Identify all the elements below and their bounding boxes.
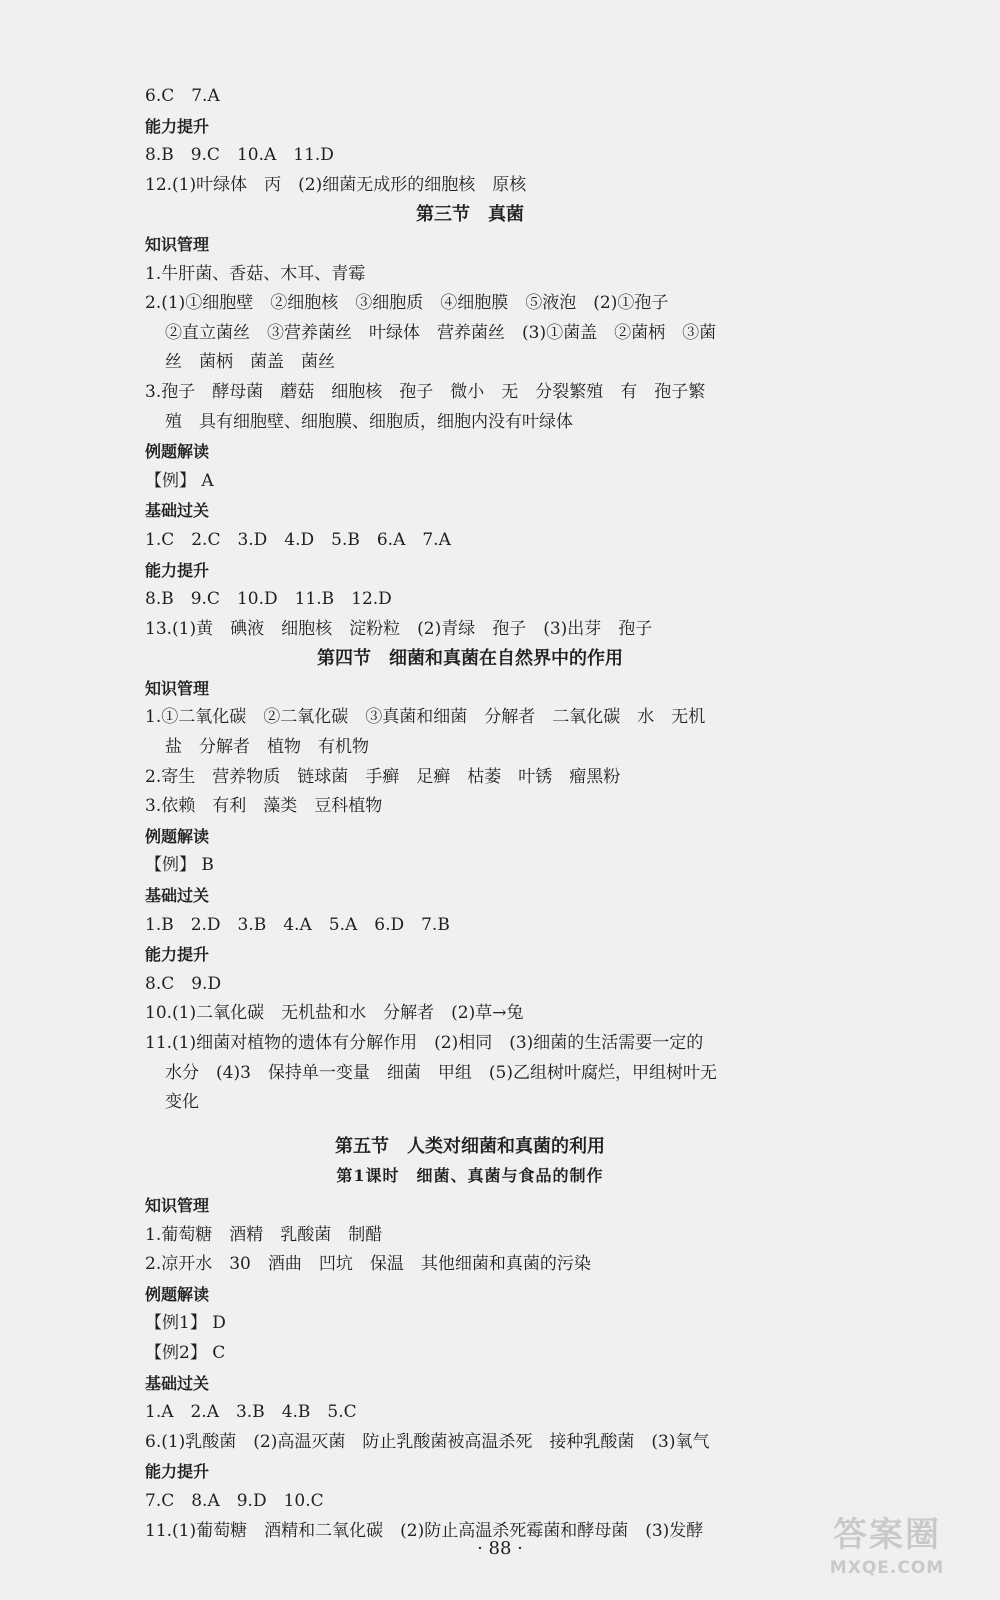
- spacer: [145, 1118, 795, 1132]
- answer-line: 1.葡萄糖 酒精 乳酸菌 制醋: [145, 1224, 383, 1245]
- answer-line: 3.依赖 有利 藻类 豆科植物: [145, 796, 383, 817]
- answer-line-continued: ②直立菌丝 ③营养菌丝 叶绿体 营养菌丝 (3)①菌盖 ②菌柄 ③菌: [165, 322, 717, 343]
- answer-line: 13.(1)黄 碘液 细胞核 淀粉粒 (2)青绿 孢子 (3)出芽 孢子: [145, 618, 653, 639]
- answer-line: 1.B 2.D 3.B 4.A 5.A 6.D 7.B: [145, 914, 450, 935]
- page-number: · 88 ·: [477, 1538, 523, 1559]
- section-heading: 例题解读: [145, 442, 210, 462]
- section-heading: 例题解读: [145, 826, 210, 846]
- answer-line: 2.(1)①细胞壁 ②细胞核 ③细胞质 ④细胞膜 ⑤液泡 (2)①孢子: [145, 293, 669, 314]
- answer-line: 7.C 8.A 9.D 10.C: [145, 1490, 324, 1511]
- answer-line: 2.凉开水 30 酒曲 凹坑 保温 其他细菌和真菌的污染: [145, 1254, 591, 1275]
- answer-line: 【例1】 D: [145, 1313, 226, 1334]
- watermark-url: MXQE.COM: [829, 1558, 945, 1578]
- answer-line: 1.A 2.A 3.B 4.B 5.C: [145, 1402, 357, 1423]
- answer-line: 8.B 9.C 10.A 11.D: [145, 145, 334, 166]
- answer-line: 1.①二氧化碳 ②二氧化碳 ③真菌和细菌 分解者 二氧化碳 水 无机: [145, 707, 706, 728]
- answer-line-continued: 殖 具有细胞壁、细胞膜、细胞质，细胞内没有叶绿体: [165, 411, 573, 432]
- section-heading: 知识管理: [145, 678, 210, 698]
- section-heading: 能力提升: [145, 1462, 210, 1482]
- answer-line: 3.孢子 酵母菌 蘑菇 细胞核 孢子 微小 无 分裂繁殖 有 孢子繁: [145, 381, 706, 402]
- answer-line: 【例2】 C: [145, 1342, 226, 1363]
- answer-line: 【例】 B: [145, 855, 214, 876]
- watermark-logo-text: 答案圈: [833, 1515, 941, 1555]
- chapter-title: 第五节 人类对细菌和真菌的利用: [335, 1135, 605, 1157]
- answer-line: 11.(1)葡萄糖 酒精和二氧化碳 (2)防止高温杀死霉菌和酵母菌 (3)发酵: [145, 1520, 704, 1541]
- answer-line-continued: 变化: [165, 1092, 199, 1113]
- answer-line: 6.(1)乳酸菌 (2)高温灭菌 防止乳酸菌被高温杀死 接种乳酸菌 (3)氧气: [145, 1431, 710, 1452]
- answer-line: 10.(1)二氧化碳 无机盐和水 分解者 (2)草→兔: [145, 1003, 524, 1024]
- answer-line: 1.C 2.C 3.D 4.D 5.B 6.A 7.A: [145, 529, 451, 550]
- answer-line: 1.牛肝菌、香菇、木耳、青霉: [145, 263, 366, 284]
- section-heading: 例题解读: [145, 1284, 210, 1304]
- answer-line-continued: 盐 分解者 植物 有机物: [165, 737, 369, 758]
- answer-line: 8.C 9.D: [145, 973, 222, 994]
- answer-line: 11.(1)细菌对植物的遗体有分解作用 (2)相同 (3)细菌的生活需要一定的: [145, 1033, 704, 1053]
- section-heading: 基础过关: [145, 1373, 210, 1393]
- section-heading: 能力提升: [145, 116, 210, 136]
- chapter-title: 第三节 真菌: [416, 204, 524, 226]
- watermark-logo: [802, 1512, 972, 1592]
- section-heading: 基础过关: [145, 501, 210, 521]
- section-heading: 知识管理: [145, 234, 210, 254]
- answer-line: 【例】 A: [145, 470, 214, 491]
- answer-page: [145, 82, 795, 1546]
- section-heading: 知识管理: [145, 1195, 210, 1215]
- answer-line: 8.B 9.C 10.D 11.B 12.D: [145, 589, 392, 610]
- answer-line-continued: 丝 菌柄 菌盖 菌丝: [165, 352, 335, 373]
- answer-line: 12.(1)叶绿体 丙 (2)细菌无成形的细胞核 原核: [145, 174, 527, 195]
- answer-line: 2.寄生 营养物质 链球菌 手癣 足癣 枯萎 叶锈 瘤黑粉: [145, 766, 621, 787]
- lesson-subtitle: 第1课时 细菌、真菌与食品的制作: [336, 1166, 604, 1186]
- section-heading: 能力提升: [145, 945, 210, 965]
- answer-line-continued: 水分 (4)3 保持单一变量 细菌 甲组 (5)乙组树叶腐烂，甲组树叶无: [165, 1062, 717, 1083]
- section-heading: 能力提升: [145, 560, 210, 580]
- chapter-title: 第四节 细菌和真菌在自然界中的作用: [317, 648, 623, 670]
- section-heading: 基础过关: [145, 886, 210, 906]
- answer-line: 6.C 7.A: [145, 86, 220, 106]
